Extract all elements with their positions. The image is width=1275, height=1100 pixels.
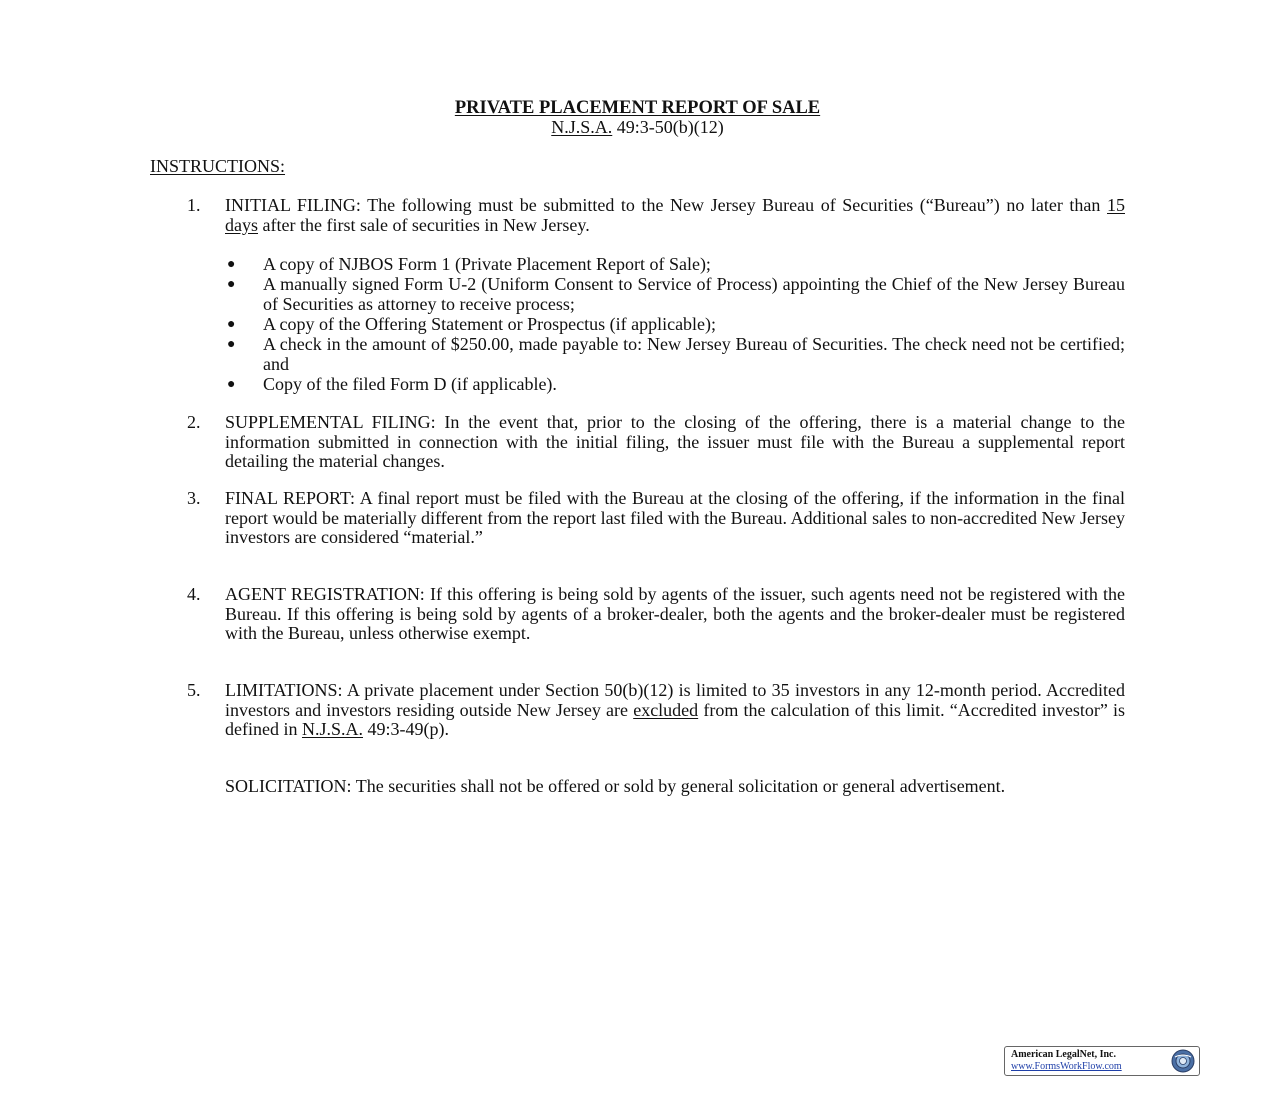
filing-requirements-list xyxy=(225,255,1125,395)
statute-reference xyxy=(0,118,1275,137)
instruction-item-5 xyxy=(187,681,1125,740)
excluded-underlined: excluded xyxy=(633,699,699,720)
item-number: 1. xyxy=(187,195,201,215)
statute-ref: 49:3-50(b)(12) xyxy=(612,117,724,137)
bullet-icon: ● xyxy=(227,317,236,332)
instructions-label: INSTRUCTIONS: xyxy=(150,156,286,176)
item-text: INITIAL FILING: The following must be submitted to the New Jersey Bureau of Securities (“Bureau”) no later than 15 days after the first sale of securities in New Jersey. xyxy=(225,195,1125,235)
instruction-item-4 xyxy=(187,585,1125,644)
document-header xyxy=(0,99,1275,137)
statute-abbrev-underlined: N.J.S.A. xyxy=(301,719,363,739)
bullet-icon: ● xyxy=(227,377,236,392)
bullet-icon: ● xyxy=(227,277,236,292)
list-item: ● Copy of the filed Form D (if applicable). xyxy=(227,374,557,394)
globe-icon xyxy=(1171,1049,1195,1073)
item-number: 5. xyxy=(187,680,201,700)
deadline-underlined: 15 days xyxy=(225,195,1125,235)
footer-url-link[interactable]: www.FormsWorkFlow.com xyxy=(1011,1061,1122,1072)
list-item: ● A check in the amount of $250.00, made payable to: New Jersey Bureau of Securities. The check need not be certified; and xyxy=(227,334,1125,374)
item-number: 2. xyxy=(187,412,201,432)
list-item: ● A manually signed Form U-2 (Uniform Consent to Service of Process) appointing the Chief of the New Jersey Bureau of Securities as attorney to receive process; xyxy=(227,274,1125,314)
item-number: 3. xyxy=(187,488,201,508)
statute-abbrev: N.J.S.A. xyxy=(551,117,613,137)
bullet-icon: ● xyxy=(227,257,236,272)
list-item: ● A copy of NJBOS Form 1 (Private Placement Report of Sale); xyxy=(227,254,711,274)
page-title: PRIVATE PLACEMENT REPORT OF SALE xyxy=(454,98,821,118)
item-number: 4. xyxy=(187,584,201,604)
bullet-icon: ● xyxy=(227,337,236,352)
list-item: ● A copy of the Offering Statement or Prospectus (if applicable); xyxy=(227,314,717,334)
item-text: SUPPLEMENTAL FILING: In the event that, prior to the closing of the offering, there is a material change to the information submitted in connection with the initial filing, the issuer must file with the Bureau a supplemental report detailing the material changes. xyxy=(225,412,1125,471)
footer-logo[interactable] xyxy=(1004,1046,1200,1076)
solicitation-paragraph: SOLICITATION: The securities shall not be offered or sold by general solicitation or general advertisement. xyxy=(225,776,1006,796)
item-text: AGENT REGISTRATION: If this offering is being sold by agents of the issuer, such agents need not be registered with the Bureau. If this offering is being sold by agents of a broker-dealer, both the agents and the broker-dealer must be registered with the Bureau, unless otherwise exempt. xyxy=(225,584,1125,643)
item-text: LIMITATIONS: A private placement under Section 50(b)(12) is limited to 35 investors in any 12-month period. Accredited investors and investors residing outside New Jersey are excluded from the calculation of this limit. “Accredited investor” is defined in N.J.S.A. 49:3-49(p). xyxy=(225,680,1125,739)
item-text: FINAL REPORT: A final report must be filed with the Bureau at the closing of the offering, if the information in the final report would be materially different from the report last filed with the Bureau. Additional sales to non-accredited New Jersey investors are considered “material.” xyxy=(225,488,1125,547)
footer-company: American LegalNet, Inc. xyxy=(1011,1049,1116,1060)
instruction-item-3 xyxy=(187,489,1125,548)
instruction-item-2 xyxy=(187,413,1125,472)
instruction-item-1 xyxy=(187,196,1125,235)
